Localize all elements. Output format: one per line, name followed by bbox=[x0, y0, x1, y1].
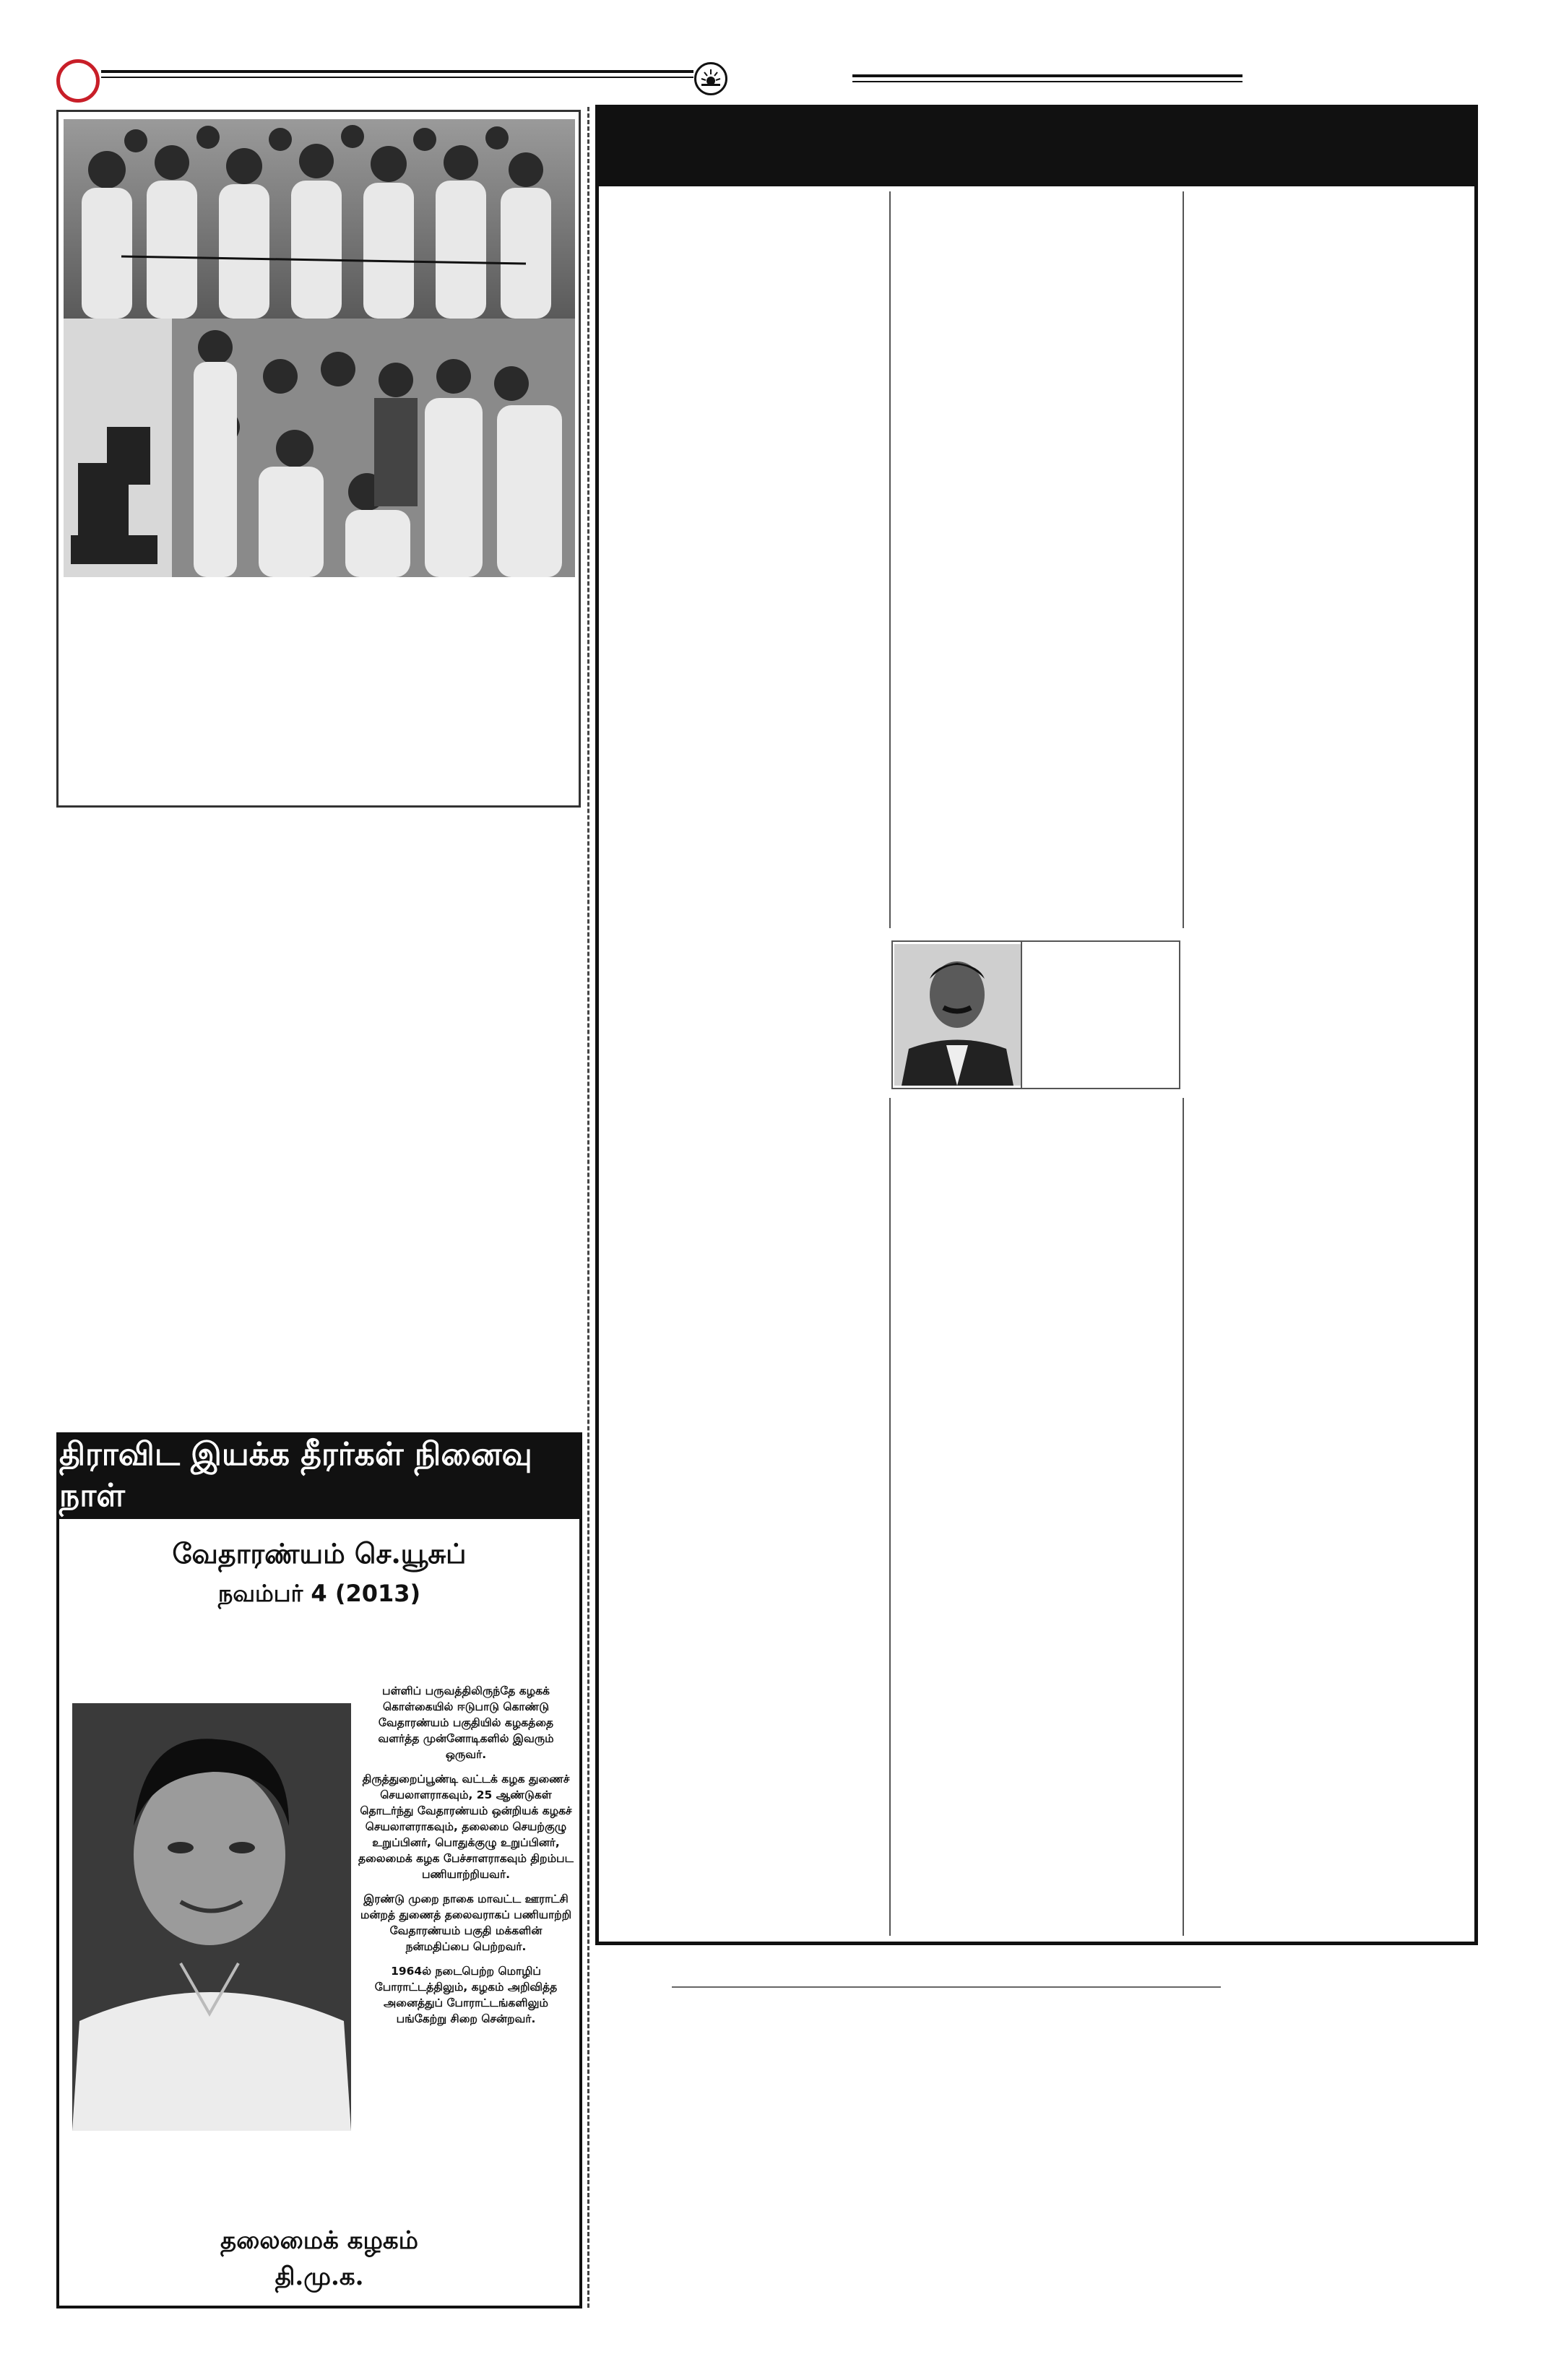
memorial-name: வேதாரண்யம் செ.யூசுப் bbox=[172, 1537, 467, 1570]
bio-paragraph: இரண்டு முறை நாகை மாவட்ட ஊராட்சி மன்றத் துணைத் தலைவராகப் பணியாற்றி வேதாரண்யம் பகுதி மக்களின் நன்மதிப்பை பெற்றவர். bbox=[360, 1892, 572, 1953]
memorial-date: நவம்பர் 4 (2013) bbox=[217, 1580, 421, 1607]
bio-paragraph: பள்ளிப் பருவத்திலிருந்தே கழகக் கொள்கையில் ஈடுபாடு கொண்டு வேதாரண்யம் பகுதியில் கழகத்தை வளர்த்த முன்னோடிகளில் இவரும் ஒருவர். bbox=[378, 1684, 554, 1761]
author-portrait bbox=[894, 944, 1021, 1086]
bio-paragraph: 1964ல் நடைபெற்ற மொழிப் போராட்டத்திலும், கழகம் அறிவித்த அனைத்துப் போராட்டங்களிலும் பங்கேற்று சிறை சென்றவர். bbox=[374, 1965, 558, 2025]
footer-rule bbox=[672, 1986, 1221, 1988]
header-rule-left-thin bbox=[101, 77, 693, 78]
column-rule bbox=[1183, 191, 1184, 928]
memorial-banner: திராவிட இயக்க தீரர்கள் நினைவு நாள் bbox=[59, 1435, 579, 1519]
header-rule-right bbox=[852, 74, 1242, 77]
memorial-biography bbox=[357, 1683, 575, 2035]
memorial-party: தி.மு.க. bbox=[275, 2262, 364, 2291]
memorial-organisation: தலைமைக் கழகம் bbox=[220, 2226, 418, 2255]
ribbon-cutting-photo bbox=[64, 119, 575, 319]
header-rule-right-thin bbox=[852, 81, 1242, 82]
column-rule bbox=[889, 1098, 891, 1936]
column-rule bbox=[1183, 1098, 1184, 1936]
author-box-divider bbox=[1021, 942, 1022, 1088]
rising-sun-emblem-icon bbox=[694, 62, 727, 95]
memorial-portrait bbox=[72, 1703, 351, 2131]
computer-lab-photo bbox=[64, 319, 575, 577]
column-divider bbox=[587, 107, 589, 2308]
column-rule bbox=[889, 191, 891, 928]
header-rule-left bbox=[101, 70, 693, 73]
bio-paragraph: திருத்துறைப்பூண்டி வட்டக் கழக துணைச் செயலாளராகவும், 25 ஆண்டுகள் தொடர்ந்து வேதாரண்யம் ஒன்றியக் கழகச் செயலாளராகவும், தலைமை செயற்குழு உறுப்பினர், பொதுக்குழு உறுப்பினர், தலைமைக் கழக பேச்சாளராகவும் திறம்பட பணியாற்றியவர். bbox=[358, 1773, 574, 1881]
page-marker-circle bbox=[56, 59, 100, 103]
article-headline-band bbox=[599, 108, 1474, 186]
